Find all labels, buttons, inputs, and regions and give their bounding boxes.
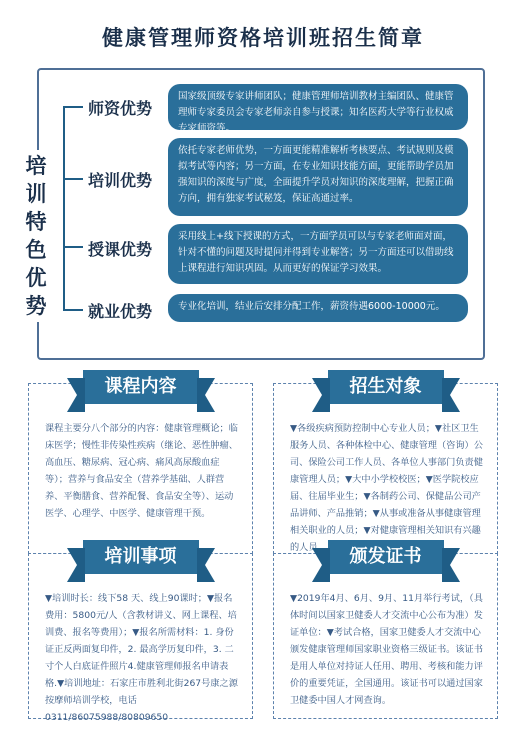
section-training bbox=[28, 546, 253, 723]
section-certificate bbox=[273, 546, 498, 719]
section-enrollment bbox=[273, 376, 498, 554]
features-heading: 培训特色优势 bbox=[20, 150, 52, 322]
section-enrollment-text: ▼各级疾病预防控制中心专业人员；▼社区卫生服务人员、各种体检中心、健康管理（咨询）公司、保险公司工作人员、各单位人事部门负责健康管理人员；▼大中小学校校医；▼医学院校应届、往届毕业生；▼各制药公司、保健品公司产品讲师、产品推销；▼从事或准备从事健康管理相关职业的人员；▼对健康管理相关知识有兴趣的人员。 bbox=[290, 423, 483, 553]
advantage-desc-teaching: 采用线上+线下授课的方式，一方面学员可以与专家老师面对面，针对不懂的问题及时提问并得到专业解答；另一方面还可以借助线上课程进行知识巩固。从而更好的保证学习效果。 bbox=[168, 224, 468, 284]
advantage-label-employment: 就业优势 bbox=[88, 302, 153, 321]
section-certificate-title: 颁发证书 bbox=[328, 540, 444, 574]
section-certificate-text: ▼2019年4月、6月、9月、11月举行考试，（具体时间以国家卫健委人才交流中心公布为准）发证单位：▼考试合格，国家卫健委人才交流中心颁发健康管理师国家职业资格三级证书。该证书是用人单位对持证人任用、聘用、考核和能力评价的重要凭证，全国通用。该证书可以通过国家卫健委中国人才网查询。 bbox=[290, 593, 483, 706]
page-title: 健康管理师资格培训班招生简章 bbox=[102, 25, 424, 50]
bracket-tick bbox=[63, 178, 83, 180]
bracket-tick bbox=[63, 246, 83, 248]
section-training-text: ▼培训时长：线下58 天、线上90课时；▼报名费用：5800元/人（含教材讲义、网上课程、培训费、报名等费用）；▼报名所需材料：1. 身份证正反两面复印件，2. 最高学历复印件，3. 二寸个人白底证件照片4.健康管理师报名申请表格.▼培训地址：石家庄市胜利北街267号康之源按摩师培训学校，电话0311/86075988/80809650 bbox=[45, 593, 238, 723]
section-course-title: 课程内容 bbox=[83, 370, 199, 404]
advantage-label-teaching: 授课优势 bbox=[88, 240, 153, 259]
bracket-tick bbox=[63, 106, 83, 108]
bracket-line bbox=[63, 106, 77, 311]
advantage-desc-training: 依托专家老师优势，一方面更能精准解析考核要点、考试规则及模拟考试等内容；另一方面，在专业知识技能方面，更能帮助学员加强知识的深度与广度，全面提升学员对知识的深度理解，把握正确方向，拥有独家考试秘笈，保证高通过率。 bbox=[168, 138, 468, 216]
section-enrollment-title: 招生对象 bbox=[328, 370, 444, 404]
advantage-desc-employment: 专业化培训，结业后安排分配工作，薪资待遇6000-10000元。 bbox=[168, 294, 468, 322]
advantage-desc-teachers: 国家级顶级专家讲师团队；健康管理师培训教材主编团队、健康管理师专家委员会专家老师亲自参与授课；知名医药大学等行业权威专家师资等。 bbox=[168, 84, 468, 130]
advantage-label-teachers: 师资优势 bbox=[88, 99, 153, 118]
section-course bbox=[28, 376, 253, 554]
bracket-tick bbox=[63, 309, 83, 311]
section-training-title: 培训事项 bbox=[83, 540, 199, 574]
section-course-text: 课程主要分八个部分的内容：健康管理概论；临床医学；慢性非传染性疾病（继论、恶性肿瘤、高血压、糖尿病、冠心病、痛风高尿酸血症等）；营养与食品安全（营养学基础、人群营养、平衡膳食、营养配餐、食品安全等）、运动医学、心理学、中医学、健康管理干预。 bbox=[45, 423, 238, 519]
advantage-label-training: 培训优势 bbox=[88, 171, 153, 190]
